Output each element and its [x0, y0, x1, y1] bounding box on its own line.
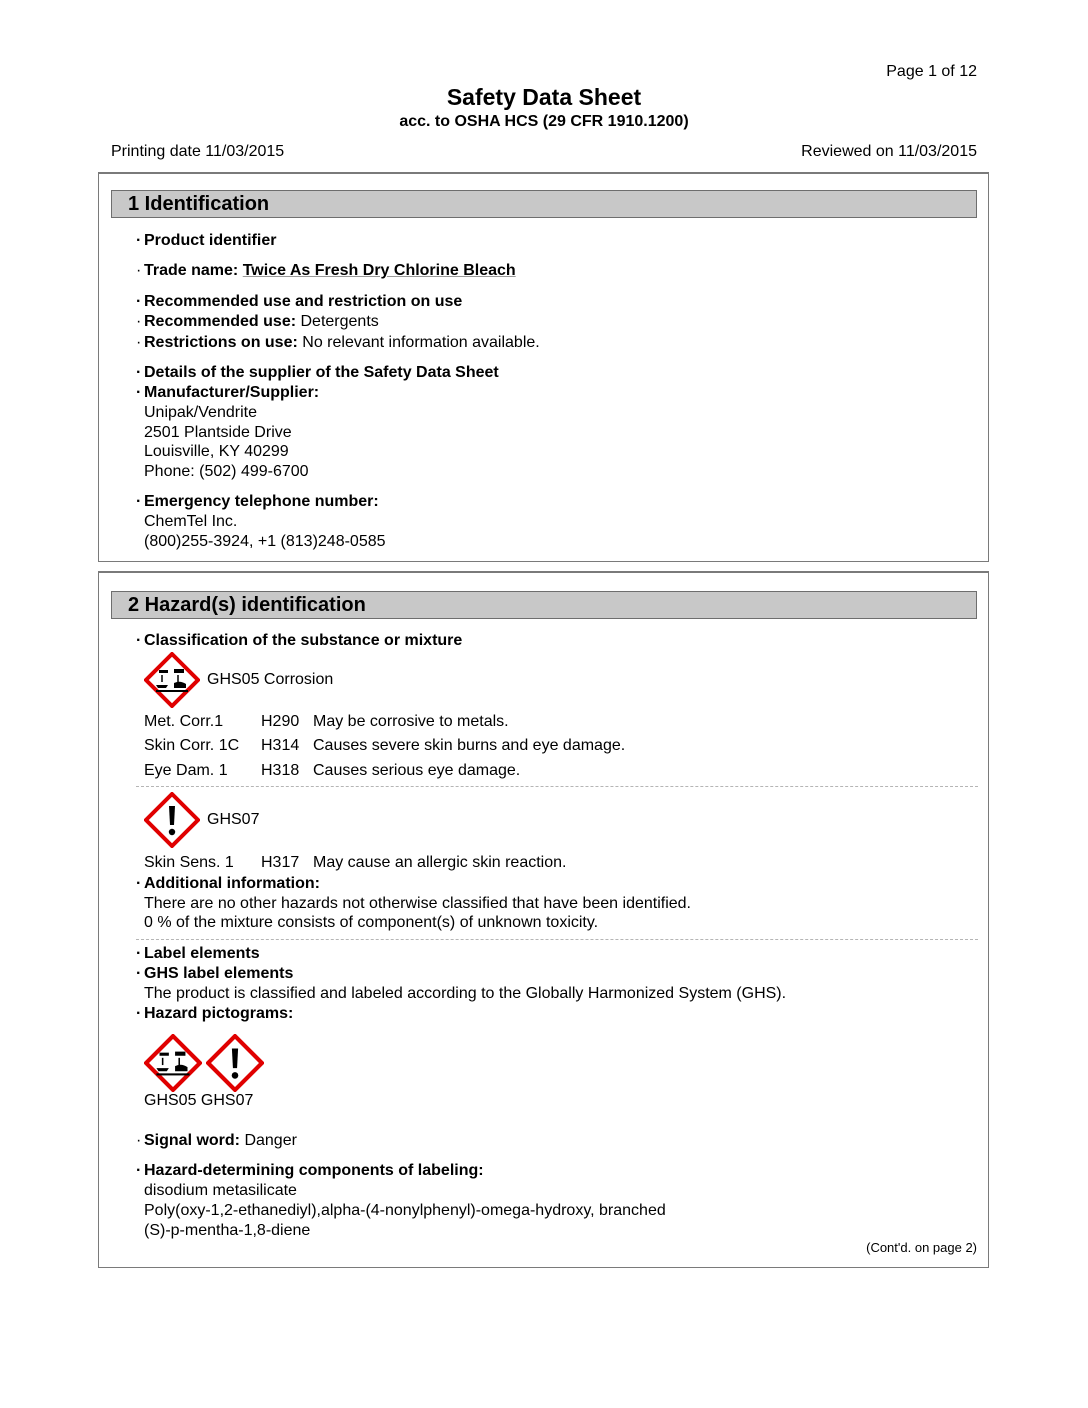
component-line: (S)-p-mentha-1,8-diene — [144, 1222, 311, 1239]
emergency-line: ChemTel Inc. — [144, 513, 238, 530]
section-title: 2 Hazard(s) identification — [128, 594, 366, 616]
recommended-use: · Recommended use: Detergents — [136, 313, 379, 330]
emergency-label: · Emergency telephone number: — [136, 493, 379, 510]
section-heading — [111, 591, 977, 619]
address-line: 2501 Plantside Drive — [144, 424, 292, 441]
section-title: 1 Identification — [128, 193, 270, 215]
ghs05-corrosion-icon — [144, 1034, 202, 1092]
ghs-label-text: The product is classified and labeled according to the Globally Harmonized System (GHS). — [144, 985, 787, 1002]
pictogram-caption: GHS05 GHS07 — [144, 1092, 254, 1109]
restrictions-on-use: · Restrictions on use: No relevant information available. — [136, 334, 540, 351]
ghs05-corrosion-icon — [144, 652, 200, 708]
label-elements: · Label elements — [136, 945, 260, 962]
additional-information-label: · Additional information: — [136, 875, 320, 892]
divider — [136, 786, 978, 787]
address-line: Louisville, KY 40299 — [144, 443, 289, 460]
manufacturer-label: · Manufacturer/Supplier: — [136, 384, 320, 401]
component-line: disodium metasilicate — [144, 1182, 297, 1199]
trade-name: · Trade name: Twice As Fresh Dry Chlorine Bleach — [136, 262, 516, 279]
signal-word-value: Danger — [244, 1132, 297, 1149]
divider — [136, 939, 978, 940]
address-line: Unipak/Vendrite — [144, 404, 257, 421]
reviewed-date: Reviewed on 11/03/2015 — [801, 143, 977, 160]
document-title: Safety Data Sheet — [446, 84, 642, 110]
hazard-row: Skin Sens. 1 H317 May cause an allergic skin reaction. — [144, 854, 567, 871]
hazard-components-label: · Hazard-determining components of labeling: — [136, 1162, 484, 1179]
additional-line: 0 % of the mixture consists of component(s) of unknown toxicity. — [144, 914, 599, 931]
trade-name-value: Twice As Fresh Dry Chlorine Bleach — [242, 262, 516, 279]
product-identifier: · Product identifier — [136, 232, 277, 249]
hazard-row: Met. Corr.1 H290 May be corrosive to metals. — [144, 713, 509, 730]
emergency-line: (800)255-3924, +1 (813)248-0585 — [144, 533, 386, 550]
document-subtitle: acc. to OSHA HCS (29 CFR 1910.1200) — [399, 113, 689, 130]
continued-note: (Cont'd. on page 2) — [866, 1240, 977, 1255]
recommended-use-heading: · Recommended use and restriction on use — [136, 293, 463, 310]
ghs07-exclamation-icon — [206, 1034, 264, 1092]
ghs07-exclamation-icon — [144, 792, 200, 848]
hazard-row: Eye Dam. 1 H318 Causes serious eye damage. — [144, 762, 521, 779]
printing-date: Printing date 11/03/2015 — [111, 143, 285, 160]
ghs-label-elements: · GHS label elements — [136, 965, 294, 982]
ghs07-label: GHS07 — [207, 811, 260, 828]
signal-word: · Signal word: Danger — [136, 1132, 297, 1149]
ghs05-label: GHS05 Corrosion — [207, 671, 334, 688]
section-heading — [111, 190, 977, 218]
phone-line: Phone: (502) 499-6700 — [144, 463, 309, 480]
page-number: Page 1 of 12 — [886, 63, 977, 80]
hazard-pictograms-label: · Hazard pictograms: — [136, 1005, 294, 1022]
hazard-row: Skin Corr. 1C H314 Causes severe skin burns and eye damage. — [144, 737, 626, 754]
supplier-heading: · Details of the supplier of the Safety Data Sheet — [136, 364, 499, 381]
additional-line: There are no other hazards not otherwise classified that have been identified. — [144, 895, 691, 912]
classification-heading: · Classification of the substance or mixture — [136, 632, 463, 649]
component-line: Poly(oxy-1,2-ethanediyl),alpha-(4-nonylphenyl)-omega-hydroxy, branched — [144, 1202, 666, 1219]
